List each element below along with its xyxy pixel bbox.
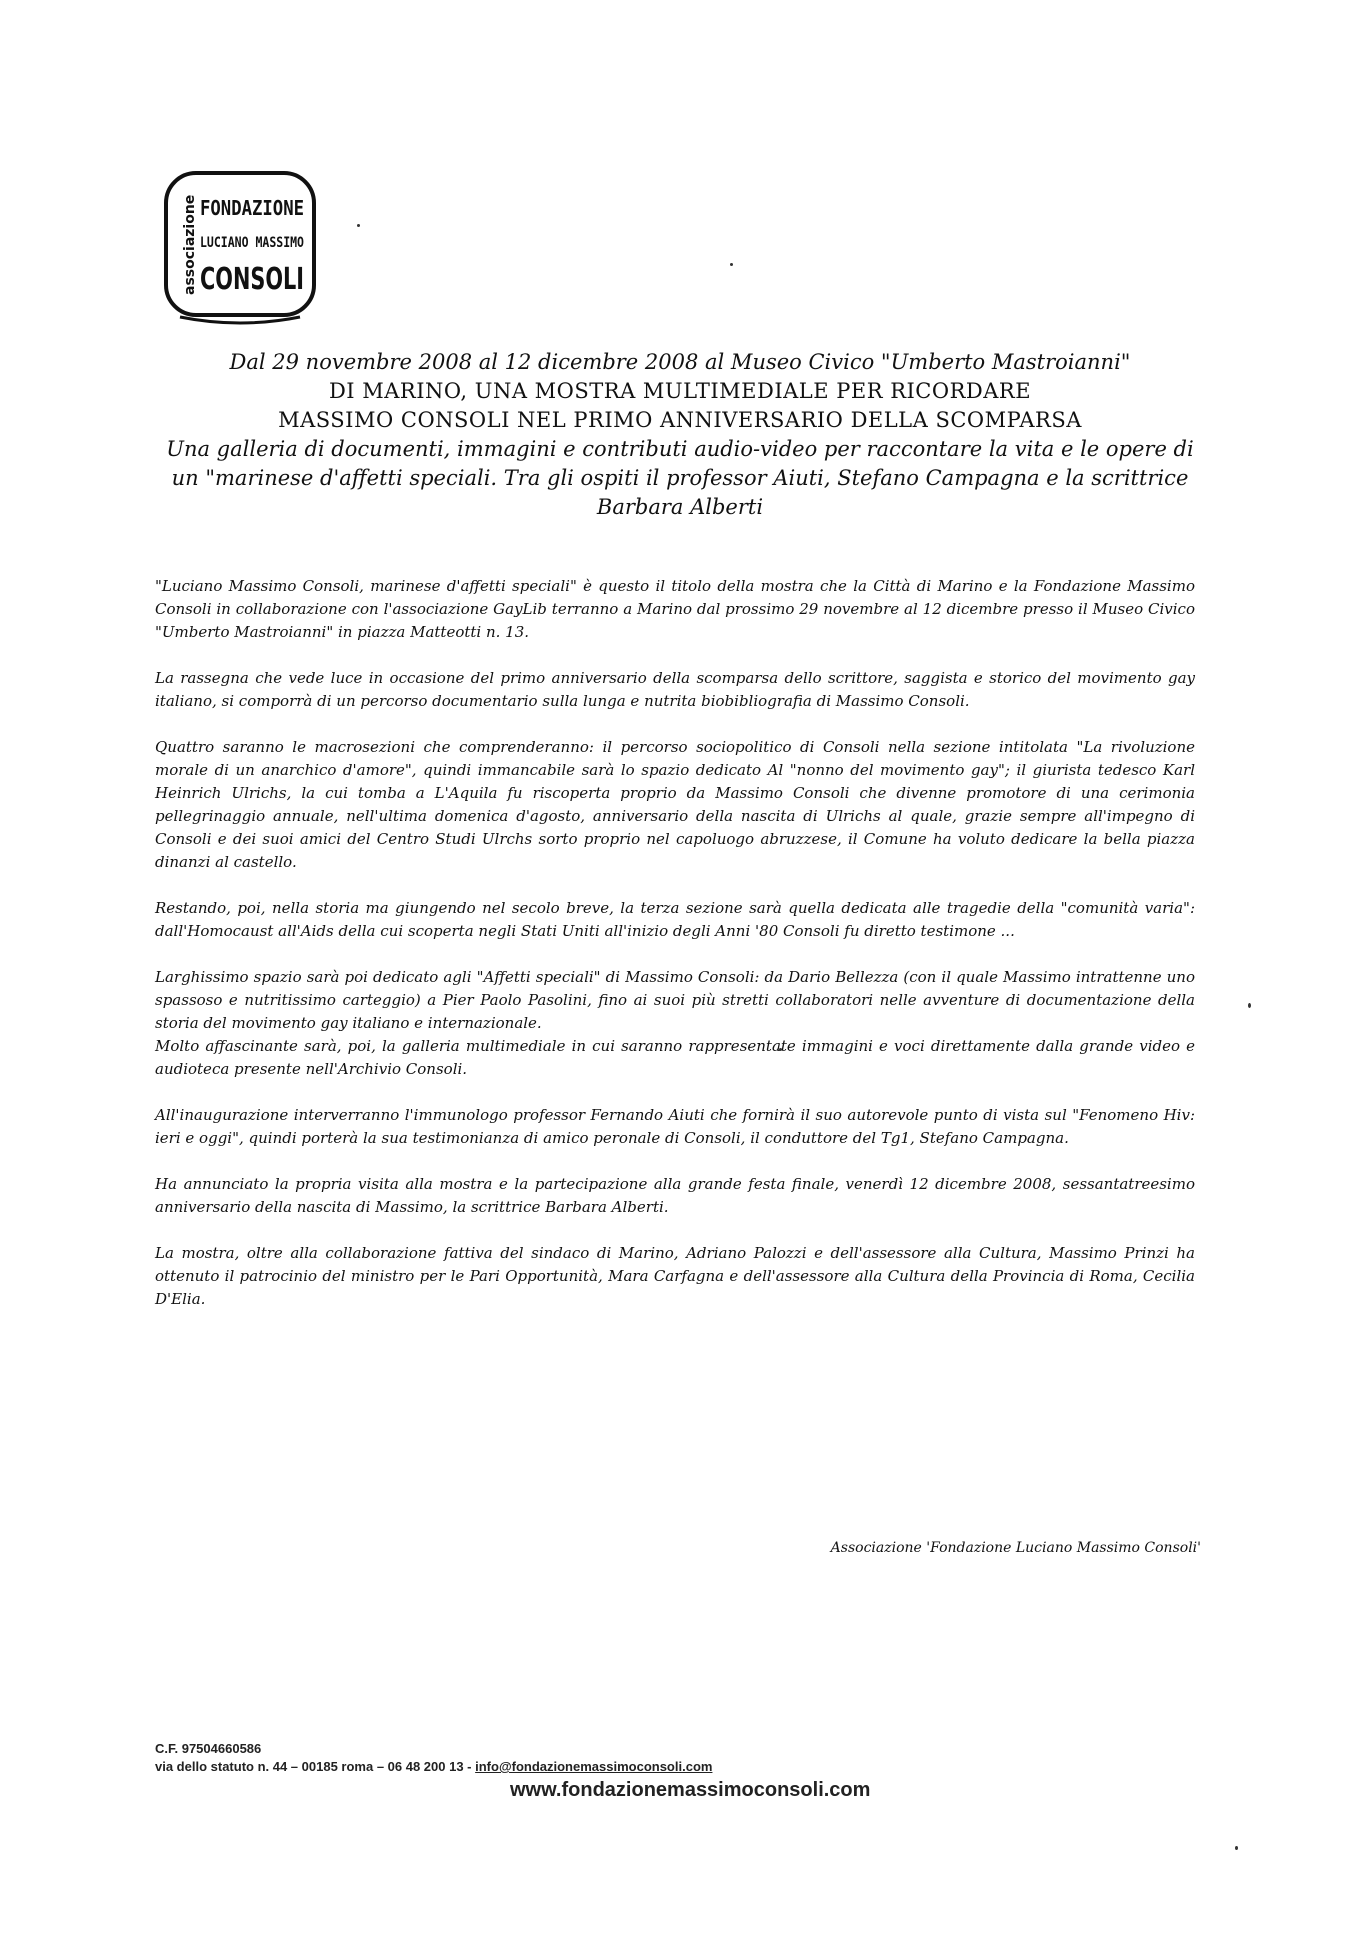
logo-line2: LUCIANO MASSIMO xyxy=(200,235,304,251)
headline-line-subtitle: MASSIMO CONSOLI NEL PRIMO ANNIVERSARIO DELLA SCOMPARSA xyxy=(278,408,1082,432)
address-line xyxy=(155,1758,870,1776)
logo-line1: FONDAZIONE xyxy=(200,196,304,220)
body-paragraph: Ha annunciato la propria visita alla mostra e la partecipazione alla grande festa finale, venerdì 12 dicembre 2008, sessantatreesimo anniversario della nascita di Massimo, la scrittrice Barbara Alberti. xyxy=(155,1175,1195,1216)
scan-speck xyxy=(730,263,733,266)
logo-line3: CONSOLI xyxy=(200,262,304,297)
foundation-logo xyxy=(160,167,320,327)
headline-line-dates: Dal 29 novembre 2008 al 12 dicembre 2008 al Museo Civico "Umberto Mastroianni" xyxy=(229,350,1131,374)
address-text: via dello statuto n. 44 – 00185 roma – 06 48 200 13 - xyxy=(155,1759,476,1774)
headline-line-summary: Una galleria di documenti, immagini e contributi audio-video per raccontare la vita e le opere di un "marinese d'affetti speciali. Tra gli ospiti il professor Aiuti, Stefano Campagna e la scrittrice Barbara Alberti xyxy=(166,437,1194,519)
body-paragraph: "Luciano Massimo Consoli, marinese d'affetti speciali" è questo il titolo della mostra che la Città di Marino e la Fondazione Massimo Consoli in collaborazione con l'associazione GayLib terranno a Marino dal prossimo 29 novembre al 12 dicembre presso il Museo Civico "Umberto Mastroianni" in piazza Matteotti n. 13. xyxy=(155,577,1195,641)
press-release-body xyxy=(155,575,1195,1334)
body-paragraph: La mostra, oltre alla collaborazione fattiva del sindaco di Marino, Adriano Palozzi e dell'assessore alla Cultura, Massimo Prinzi ha ottenuto il patrocinio del ministro per le Pari Opportunità, Mara Carfagna e dell'assessore alla Cultura della Provincia di Roma, Cecilia D'Elia. xyxy=(155,1244,1195,1308)
body-paragraph: Restando, poi, nella storia ma giungendo nel secolo breve, la terza sezione sarà quella dedicata alle tragedie della "comunità varia": dall'Homocaust all'Aids della cui scoperta negli Stati Uniti all'inizio degli Anni '80 Consoli fu diretto testimone ... xyxy=(155,899,1195,940)
tax-code: C.F. 97504660586 xyxy=(155,1741,262,1756)
website-link[interactable]: www.fondazionemassimoconsoli.com xyxy=(510,1779,871,1801)
scan-speck xyxy=(357,224,360,227)
scan-speck xyxy=(1235,1846,1238,1850)
press-release-headline xyxy=(150,348,1210,522)
letterhead-footer xyxy=(155,1740,870,1804)
body-paragraph: Quattro saranno le macrosezioni che comprenderanno: il percorso sociopolitico di Consoli nella sezione intitolata "La rivoluzione morale di un anarchico d'amore", quindi immancabile sarà lo spazio dedicato Al "nonno del movimento gay"; il giurista tedesco Karl Heinrich Ulrichs, la cui tomba a L'Aquila fu riscoperta proprio da Massimo Consoli che divenne promotore di una cerimonia pellegrinaggio annuale, nell'ultima domenica d'agosto, anniversario della nascita di Ulrichs al quale, grazie sempre all'impegno di Consoli e dei suoi amici del Centro Studi Ulrchs sorto proprio nel capoluogo abruzzese, il Comune ha voluto dedicare la bella piazza dinanzi al castello. xyxy=(155,738,1195,871)
logo-graphic xyxy=(160,167,320,327)
logo-side-text: associazione xyxy=(182,194,198,295)
scan-speck xyxy=(1248,1003,1251,1008)
email-link[interactable]: info@fondazionemassimoconsoli.com xyxy=(475,1759,713,1774)
body-paragraph: La rassegna che vede luce in occasione del primo anniversario della scomparsa dello scrittore, saggista e storico del movimento gay italiano, si comporrà di un percorso documentario sulla lunga e nutrita biobibliografia di Massimo Consoli. xyxy=(155,669,1195,710)
signature: Associazione 'Fondazione Luciano Massimo Consoli' xyxy=(830,1540,1201,1556)
body-paragraph: Molto affascinante sarà, poi, la galleria multimediale in cui saranno rappresentate immagini e voci direttamente dalla grande video e audioteca presente nell'Archivio Consoli. xyxy=(155,1037,1195,1078)
body-paragraph: All'inaugurazione interverranno l'immunologo professor Fernando Aiuti che fornirà il suo autorevole punto di vista sul "Fenomeno Hiv: ieri e oggi", quindi porterà la sua testimonianza di amico peronale di Consoli, il conduttore del Tg1, Stefano Campagna. xyxy=(155,1106,1195,1147)
body-paragraph: Larghissimo spazio sarà poi dedicato agli "Affetti speciali" di Massimo Consoli: da Dario Bellezza (con il quale Massimo intrattenne uno spassoso e nutritissimo carteggio) a Pier Paolo Pasolini, fino ai suoi più stretti collaboratori nelle avventure di documentazione della storia del movimento gay italiano e internazionale. xyxy=(155,968,1195,1032)
headline-line-title: DI MARINO, UNA MOSTRA MULTIMEDIALE PER RICORDARE xyxy=(328,379,1032,403)
